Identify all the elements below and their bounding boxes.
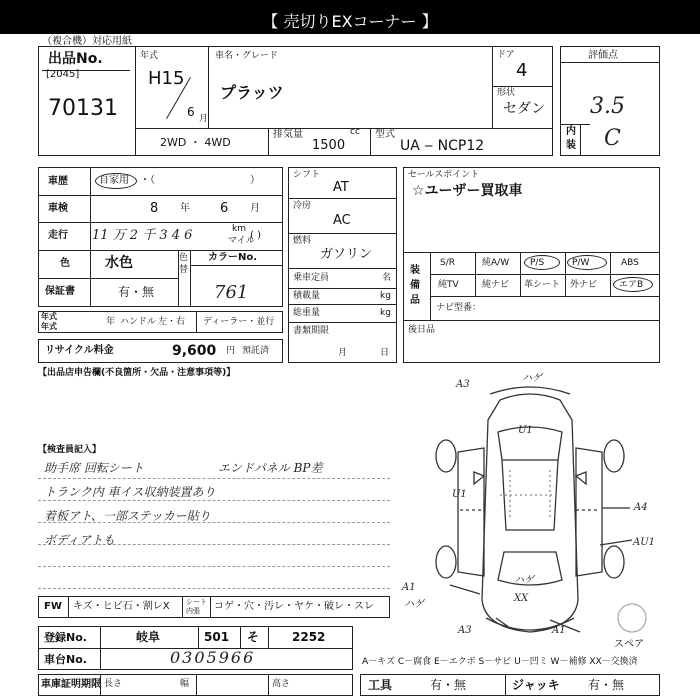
inspection-month: 6 (220, 201, 229, 216)
mark-a1-bottom: A1 (552, 625, 566, 636)
ac-label: 冷房 (293, 201, 312, 211)
equip-sr: S/R (440, 258, 455, 268)
certificate-height: 高さ (272, 679, 291, 689)
shape-label: 形状 (497, 88, 516, 98)
car-name-value: プラッツ (220, 83, 284, 102)
mark-a3-top: A3 (456, 379, 470, 390)
certificate-length: 長さ (104, 679, 123, 689)
year-month: 6 (187, 105, 195, 119)
year-value: H15 (148, 68, 185, 89)
chassis-label: 車台No. (44, 653, 87, 666)
year-type-label-2: 年式 (41, 322, 57, 331)
fuel-label: 燃料 (293, 236, 312, 246)
mileage-unit-mile: マイル (228, 236, 255, 246)
displacement-label: 排気量 (273, 129, 303, 140)
tools-value: 有・無 (430, 678, 467, 692)
equipment-label-1: 装 (410, 265, 420, 276)
recycle-note: 預託済 (242, 346, 270, 356)
damage-legend: A－キズ C－腐食 E－エクボ S－サビ U－凹ミ W－補修 XX－交換済 (362, 657, 638, 667)
mark-hage-top: ハゲ (522, 373, 542, 384)
model-label: 型式 (375, 129, 395, 140)
color-label: 色 (60, 258, 70, 269)
registration-number: 2252 (292, 630, 326, 644)
expiry-day: 日 (380, 348, 390, 358)
year-type-dealer: ディーラー・並行 (203, 317, 275, 327)
fuel-value: ガソリン (320, 247, 373, 262)
colorno-label: カラーNo. (208, 252, 258, 263)
color-value: 水色 (105, 255, 133, 271)
shift-label: シフト (293, 170, 321, 180)
registration-kana: そ (247, 630, 260, 644)
equipment-label-3: 品 (410, 295, 420, 306)
mileage-label: 走行 (48, 230, 68, 241)
inspection-month-unit: 月 (250, 203, 260, 214)
jack-value: 有・無 (588, 678, 625, 692)
car-diagram (400, 380, 660, 650)
history-suffix: ・（ (140, 175, 155, 186)
color-col-1: 色 (179, 253, 189, 263)
rear-notes-label: 後日品 (408, 325, 436, 335)
navi-model-label: ナビ型番： (436, 303, 482, 313)
interior-value: C (604, 126, 621, 151)
mark-a4: A4 (634, 502, 648, 513)
equip-ps: P/S (530, 258, 545, 268)
mileage-digits: 11 万 2 千 3 4 6 (92, 228, 193, 243)
lot-number: 70131 (48, 96, 118, 121)
equip-airbag: エアB (619, 280, 644, 290)
sales-point-value: ☆ユーザー買取車 (412, 183, 523, 199)
sales-point-label: セールスポイント (408, 170, 480, 180)
equip-aw: 純A/W (482, 258, 510, 268)
ac-value: AC (333, 213, 351, 228)
door-value: 4 (516, 60, 528, 81)
year-type-label-1: 年式 (41, 312, 57, 321)
mark-hage-left: ハゲ (404, 599, 424, 610)
load-unit: kg (380, 291, 391, 301)
warranty-label: 保証書 (45, 286, 75, 297)
recycle-value: 9,600 (172, 343, 217, 359)
spare-label: スペア (614, 639, 644, 650)
load-label: 積載量 (293, 291, 321, 301)
damage-sheet-value: コゲ・穴・汚レ・ヤケ・破レ・スレ (214, 601, 374, 612)
inspector-note-4: ボディアトも (44, 533, 116, 547)
year-type-lr: 左・右 (158, 317, 186, 327)
colorno-value: 761 (214, 282, 249, 303)
certificate-width: 幅 (180, 679, 190, 689)
inspector-note-right: エンドパネル BP差 (218, 461, 323, 475)
mark-a1-left: A1 (402, 582, 416, 593)
equip-navi: 純ナビ (482, 280, 510, 290)
history-value: 自家用 (99, 175, 129, 186)
interior-label-1: 内 (566, 126, 576, 137)
color-col-2: 替 (179, 265, 189, 275)
notice-label: 【出品店申告欄(不良箇所・欠品・注意事項等)】 (38, 368, 236, 378)
door-label: ドア (497, 50, 515, 60)
banner-title: 【 売切りEXコーナー 】 (262, 12, 438, 31)
weight-label: 総重量 (293, 308, 321, 318)
car-name-label: 車名・グレード (215, 51, 279, 61)
mileage-extra: ( ) (250, 230, 261, 241)
year-type-year-unit: 年 (106, 317, 116, 327)
registration-place: 岐阜 (136, 630, 161, 644)
year-month-unit: 月 (199, 114, 209, 124)
inspection-year-unit: 年 (180, 203, 190, 214)
tools-label: 工具 (368, 678, 393, 692)
header-banner (0, 0, 700, 34)
inspection-year: 8 (150, 201, 159, 216)
mileage-unit-km: km (232, 224, 246, 234)
damage-label: FW (44, 601, 62, 612)
history-label: 車歴 (48, 176, 68, 187)
certificate-label: 車庫証明期限 (41, 679, 101, 690)
shift-value: AT (333, 180, 349, 195)
equip-leather: 革シート (524, 280, 561, 290)
expiry-month: 月 (338, 348, 348, 358)
model-value: UA ‒ NCP12 (400, 138, 485, 154)
inspector-note-2: トランク内 車イス収納装置あり (44, 485, 216, 499)
interior-label-2: 装 (566, 140, 576, 151)
warranty-value: 有・無 (118, 285, 155, 299)
equipment-label-2: 備 (410, 280, 420, 291)
year-label: 年式 (140, 51, 159, 61)
inspector-note-1: 助手席 回転シート (44, 461, 144, 475)
inspector-note-3: 着板アト、一部ステッカー貼り (44, 509, 211, 523)
equip-abs: ABS (621, 258, 639, 268)
mark-xx: XX (514, 593, 529, 604)
expiry-label: 書類期限 (293, 326, 330, 336)
displacement-value: 1500 (312, 138, 346, 153)
year-type-handle: ハンドル (120, 317, 157, 327)
mark-hage-rear: ハゲ (514, 575, 534, 586)
jack-label: ジャッキ (512, 678, 560, 692)
history-close: ） (250, 175, 260, 186)
recycle-unit: 円 (226, 346, 236, 356)
equip-tv: 純TV (438, 280, 459, 290)
lot-code: [2045] (46, 69, 80, 80)
damage-sheet: シート内張 (186, 598, 207, 615)
weight-unit: kg (380, 308, 391, 318)
mark-u1-roof: U1 (518, 425, 533, 436)
mark-u1-side: U1 (452, 489, 467, 500)
recycle-label: リサイクル料金 (45, 345, 114, 356)
damage-value: キズ・ヒビ石・割レX (73, 601, 170, 612)
mark-au1: AU1 (633, 537, 656, 548)
shape-value: セダン (503, 101, 546, 117)
top-note: （複合機）対応用紙 (42, 36, 132, 47)
grade-value: 3.5 (590, 94, 625, 119)
drive-type: 2WD ・ 4WD (160, 136, 231, 149)
displacement-unit: cc (350, 127, 360, 137)
inspector-label: 【検査員記入】 (38, 445, 102, 455)
equip-pw: P/W (572, 258, 590, 268)
capacity-label: 乗車定員 (293, 273, 330, 283)
grade-label: 評価点 (588, 50, 618, 61)
capacity-unit: 名 (382, 273, 392, 283)
registration-label: 登録No. (44, 631, 87, 644)
chassis-value: 0305966 (170, 648, 256, 667)
lot-label: 出品No. (48, 51, 103, 67)
inspection-label: 車検 (48, 203, 68, 214)
mark-a3-bottom: A3 (458, 625, 472, 636)
equip-ext-navi: 外ナビ (570, 280, 598, 290)
registration-class: 501 (204, 630, 230, 644)
